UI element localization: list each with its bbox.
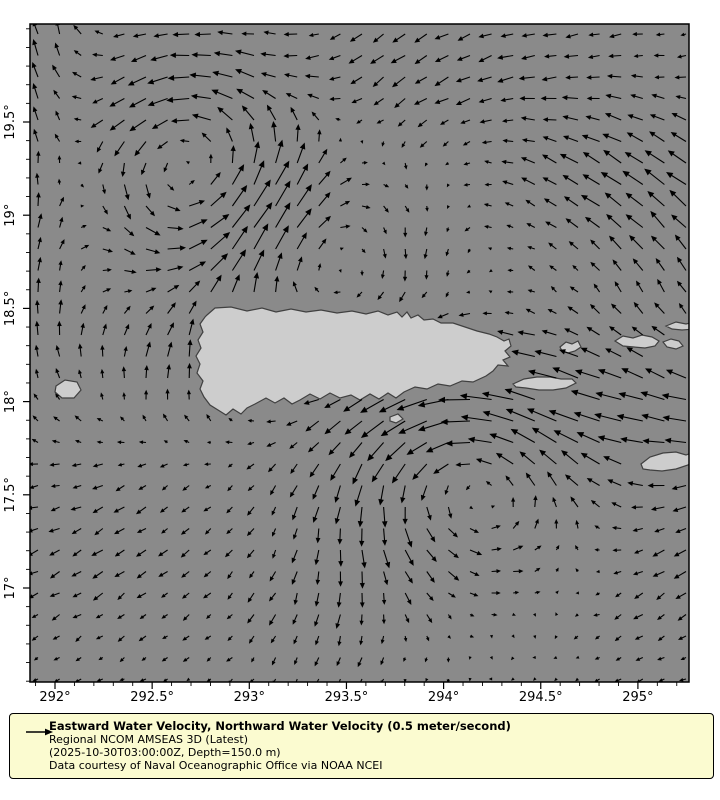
x-tick-label: 292° [39, 690, 71, 705]
legend-model: Regional NCOM AMSEAS 3D (Latest) [49, 733, 248, 746]
y-tick-label: 18° [3, 390, 18, 414]
legend-time-depth: (2025-10-30T03:00:00Z, Depth=150.0 m) [49, 746, 281, 759]
y-tick-label: 17.5° [3, 477, 18, 513]
y-tick-label: 17° [3, 576, 18, 600]
x-tick-label: 293.5° [324, 690, 369, 705]
x-tick-label: 295° [622, 690, 654, 705]
y-tick-label: 19° [3, 203, 18, 227]
island-tortola [666, 322, 719, 330]
x-tick-label: 294° [427, 690, 460, 705]
x-tick-label: 293° [233, 690, 265, 705]
legend-title: Eastward Water Velocity, Northward Water Velocity (0.5 meter/second) [49, 719, 511, 733]
legend-box [9, 713, 714, 779]
y-tick-label: 18.5° [3, 290, 18, 327]
legend-courtesy: Data courtesy of Naval Oceanographic Office via NOAA NCEI [49, 759, 383, 772]
x-tick-label: 294.5° [518, 690, 563, 705]
x-tick-label: 292.5° [130, 690, 175, 705]
y-tick-label: 19.5° [3, 104, 18, 140]
